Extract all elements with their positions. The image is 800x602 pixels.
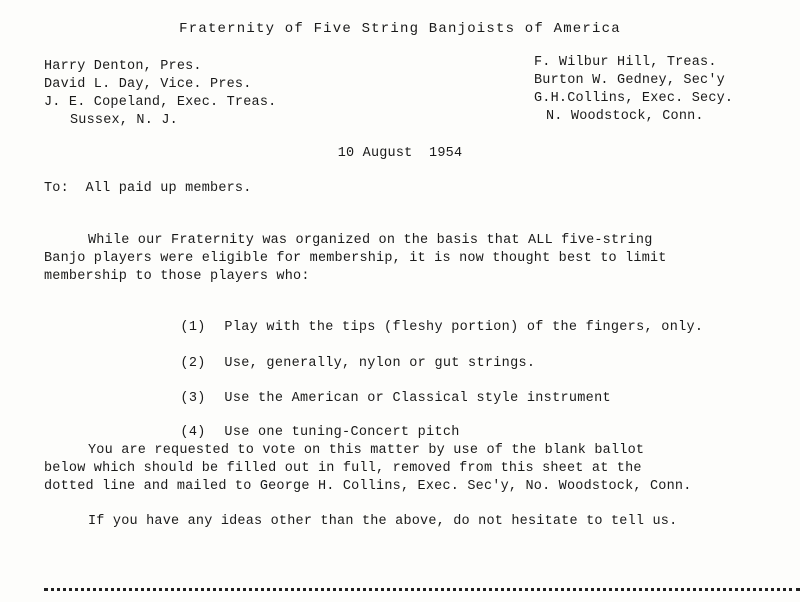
officer-left-address: Sussex, N. J. — [70, 113, 178, 128]
letter-date: 10 August 1954 — [337, 146, 463, 161]
list-item-number: (1) — [180, 320, 206, 335]
list-item-text: Use, generally, nylon or gut strings. — [224, 356, 536, 371]
vote-line: below which should be filled out in full, removed from this sheet at the — [44, 461, 642, 476]
intro-line: Banjo players were eligible for membership, it is now thought best to limit — [44, 251, 667, 266]
officer-president: Harry Denton, Pres. — [44, 59, 202, 74]
letter-recipients: To: All paid up members. — [44, 181, 252, 196]
ballot-tear-line — [44, 588, 800, 591]
vote-line: You are requested to vote on this matter by use of the blank ballot — [88, 443, 645, 458]
intro-line: While our Fraternity was organized on the basis that ALL five-string — [88, 233, 653, 248]
list-item-number: (2) — [180, 356, 206, 371]
closing-paragraph: If you have any ideas other than the above, do not hesitate to tell us. — [88, 514, 678, 529]
list-item-text: Use one tuning-Concert pitch — [224, 425, 460, 440]
vote-line: dotted line and mailed to George H. Collins, Exec. Sec'y, No. Woodstock, Conn. — [44, 479, 692, 494]
officer-secretary: Burton W. Gedney, Sec'y — [534, 73, 725, 88]
letterhead-title: Fraternity of Five String Banjoists of America — [179, 21, 621, 37]
officer-exec-treasurer: J. E. Copeland, Exec. Treas. — [44, 95, 277, 110]
officer-exec-secretary: G.H.Collins, Exec. Secy. — [534, 91, 734, 106]
list-item-number: (4) — [180, 425, 206, 440]
officer-right-address: N. Woodstock, Conn. — [546, 109, 704, 124]
list-item-number: (3) — [180, 391, 206, 406]
list-item-text: Use the American or Classical style instrument — [224, 391, 611, 406]
officer-treasurer: F. Wilbur Hill, Treas. — [534, 55, 717, 70]
list-item-text: Play with the tips (fleshy portion) of the fingers, only. — [224, 320, 704, 335]
officer-vice-president: David L. Day, Vice. Pres. — [44, 77, 252, 92]
intro-line: membership to those players who: — [44, 269, 310, 284]
